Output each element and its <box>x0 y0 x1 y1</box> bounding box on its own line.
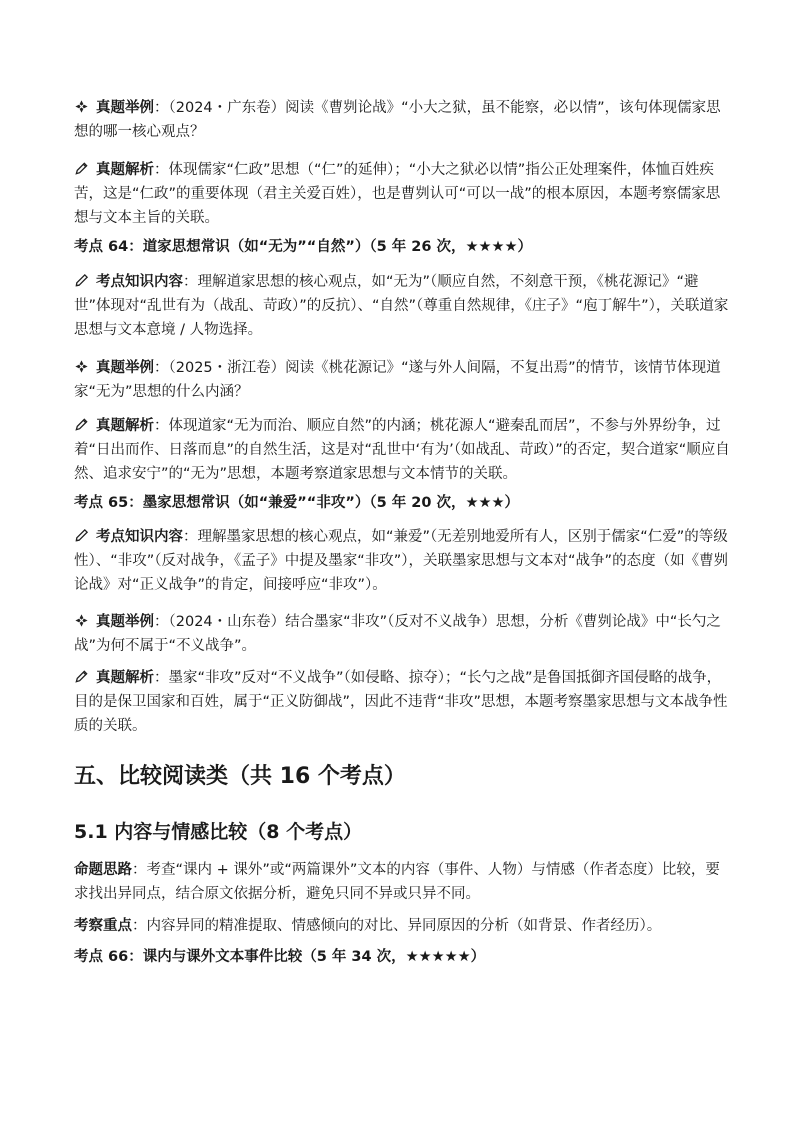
kaodian-title: 考点 65：墨家思想常识（如“兼爱”“非攻”）（5 年 20 次，★★★） <box>74 495 520 511</box>
analysis-label: 真题解析 <box>96 670 154 686</box>
kaodian-title: 考点 64：道家思想常识（如“无为”“自然”）（5 年 26 次，★★★★） <box>74 239 533 255</box>
knowledge-text: ：理解道家思想的核心观点，如“无为”（顺应自然，不刻意干预，《桃花源记》“避世”体现对“乱世有为（战乱、苛政）”的反抗）、“自然”（尊重自然规律，《庄子》“庖丁解牛”），关联道家思想与文本意境 / 人物选择。 <box>74 274 729 338</box>
diamond-bullet-icon <box>74 359 92 374</box>
exam-example-1 <box>74 96 734 144</box>
idea-text: ：考查“课内 + 课外”或“两篇课外”文本的内容（事件、人物）与情感（作者态度）比较，要求找出异同点，结合原文依据分析，避免只同不异或只异不同。 <box>74 862 720 902</box>
example-label: 真题举例 <box>96 360 154 376</box>
exam-analysis-3 <box>74 666 734 738</box>
knowledge-label: 考点知识内容 <box>96 529 183 545</box>
pencil-icon <box>74 669 92 684</box>
exam-example-3 <box>74 610 734 658</box>
kaodian-65-heading <box>74 492 734 514</box>
analysis-text: ：体现儒家“仁政”思想（“仁”的延伸）；“小大之狱必以情”指公正处理案件，体恤百姓疾苦，这是“仁政”的重要体现（君主关爱百姓），也是曹刿认可“可以一战”的根本原因，本题考察儒家思想与文本主旨的关联。 <box>74 162 721 226</box>
diamond-bullet-icon <box>74 99 92 114</box>
analysis-label: 真题解析 <box>96 418 154 434</box>
exam-example-2 <box>74 356 734 404</box>
pencil-icon <box>74 417 92 432</box>
knowledge-text: ：理解墨家思想的核心观点，如“兼爱”（无差别地爱所有人，区别于儒家“仁爱”的等级性）、“非攻”（反对战争，《孟子》中提及墨家“非攻”），关联墨家思想与文本对“战争”的态度（如《曹刿论战》对“正义战争”的肯定，间接呼应“非攻”）。 <box>74 529 729 593</box>
example-label: 真题举例 <box>96 614 154 630</box>
focus-label: 考察重点 <box>74 918 132 934</box>
kaodian-66-heading <box>74 946 734 968</box>
kaodian-64-heading <box>74 236 734 258</box>
example-text: ：（2024・广东卷）阅读《曹刿论战》“小大之狱，虽不能察，必以情”，该句体现儒家思想的哪一核心观点？ <box>74 100 721 140</box>
knowledge-65 <box>74 525 734 597</box>
example-text: ：（2025・浙江卷）阅读《桃花源记》“遂与外人间隔，不复出焉”的情节，该情节体现道家“无为”思想的什么内涵？ <box>74 360 721 400</box>
section-title: 五、比较阅读类（共 16 个考点） <box>74 764 406 789</box>
exam-analysis-1 <box>74 158 734 230</box>
kaodian-title: 考点 66：课内与课外文本事件比较（5 年 34 次，★★★★★） <box>74 949 486 965</box>
analysis-text: ：体现道家“无为而治、顺应自然”的内涵；桃花源人“避秦乱而居”，不参与外界纷争，过着“日出而作、日落而息”的自然生活，这是对“乱世中‘有为’（如战乱、苛政）”的否定，契合道家“顺应自然、追求安宁”的“无为”思想，本题考察道家思想与文本情节的关联。 <box>74 418 730 482</box>
focus-text: ：内容异同的精准提取、情感倾向的对比、异同原因的分析（如背景、作者经历）。 <box>132 918 662 934</box>
pencil-icon <box>74 161 92 176</box>
knowledge-64 <box>74 270 734 342</box>
proposition-idea <box>74 858 734 906</box>
example-text: ：（2024・山东卷）结合墨家“非攻”（反对不义战争）思想，分析《曹刿论战》中“长勺之战”为何不属于“不义战争”。 <box>74 614 721 654</box>
diamond-bullet-icon <box>74 613 92 628</box>
section-5-heading <box>74 762 734 792</box>
pen-icon <box>74 273 92 288</box>
analysis-text: ：墨家“非攻”反对“不义战争”（如侵略、掠夺）；“长勺之战”是鲁国抵御齐国侵略的战争，目的是保卫国家和百姓，属于“正义防御战”，因此不违背“非攻”思想，本题考察墨家思想与文本战争性质的关联。 <box>74 670 728 734</box>
pen-icon <box>74 528 92 543</box>
example-label: 真题举例 <box>96 100 154 116</box>
subsection-title: 5.1 内容与情感比较（8 个考点） <box>74 821 363 843</box>
knowledge-label: 考点知识内容 <box>96 274 183 290</box>
exam-analysis-2 <box>74 414 734 486</box>
idea-label: 命题思路 <box>74 862 132 878</box>
exam-focus <box>74 914 734 938</box>
section-5-1-heading <box>74 818 734 846</box>
analysis-label: 真题解析 <box>96 162 154 178</box>
